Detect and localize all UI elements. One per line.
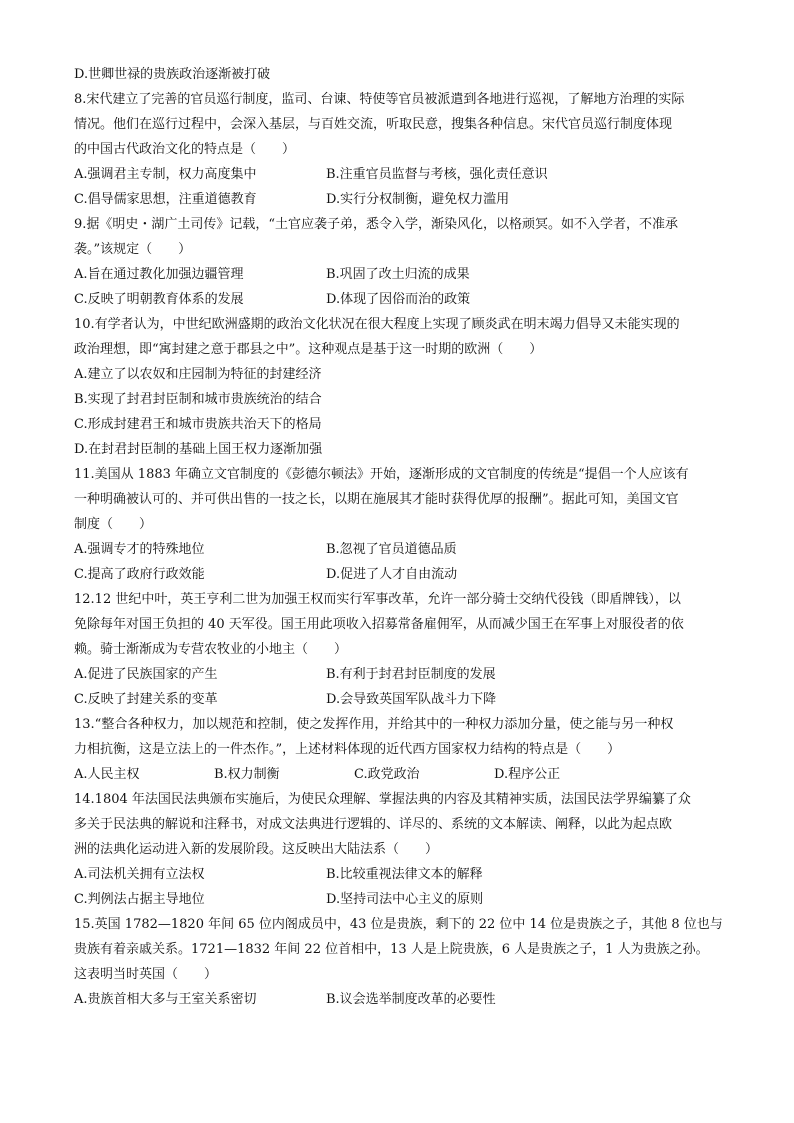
q11-option-b: B.忽视了官员道德品质 — [326, 542, 457, 557]
q8-stem-line-3: 的中国古代政治文化的特点是（ ） — [74, 142, 296, 157]
q13-stem-line-1: 13.“整合各种权力，加以规范和控制，使之发挥作用，并给其中的一种权力添加分量，使之能与另一种权 — [74, 717, 674, 732]
q14-stem-line-3: 洲的法典化运动进入新的发展阶段。这反映出大陆法系（ ） — [74, 842, 439, 857]
q10-stem-line-2: 政治理想，即“寓封建之意于郡县之中”。这种观点是基于这一时期的欧洲（ ） — [74, 342, 543, 357]
q9-option-d: D.体现了因俗而治的政策 — [326, 292, 471, 307]
q8-option-b: B.注重官员监督与考核，强化责任意识 — [326, 167, 548, 182]
q9-stem-line-2: 袭。”该规定（ ） — [74, 242, 192, 257]
q13-option-c: C.政党政治 — [354, 767, 420, 782]
q10-option-c: C.形成封建君王和城市贵族共治天下的格局 — [74, 417, 322, 432]
q9-options-row-1 — [74, 262, 734, 287]
q13-option-b: B.权力制衡 — [214, 767, 280, 782]
q11-option-d: D.促进了人才自由流动 — [326, 567, 458, 582]
q9-options-row-2 — [74, 287, 734, 312]
q13-options-row — [74, 762, 734, 787]
q12-option-d: D.会导致英国军队战斗力下降 — [326, 692, 497, 707]
q11-options-row-1 — [74, 537, 734, 562]
q14-stem-line-1: 14.1804 年法国民法典颁布实施后，为使民众理解、掌握法典的内容及其精神实质，法国民法学界编纂了众 — [74, 792, 691, 807]
q14-options-row-2 — [74, 887, 734, 912]
q8-option-d: D.实行分权制衡，避免权力滥用 — [326, 192, 510, 207]
q10-option-d: D.在封君封臣制的基础上国王权力逐渐加强 — [74, 442, 323, 457]
q7-option-d: D.世卿世禄的贵族政治逐渐被打破 — [74, 67, 271, 82]
q11-option-c: C.提高了政府行政效能 — [74, 567, 205, 582]
q9-option-b: B.巩固了改土归流的成果 — [326, 267, 470, 282]
q12-stem-line-3: 赖。骑士渐渐成为专营农牧业的小地主（ ） — [74, 642, 348, 657]
q13-option-a: A.人民主权 — [74, 767, 140, 782]
q15-option-a: A.贵族首相大多与王室关系密切 — [74, 992, 257, 1007]
q11-option-a: A.强调专才的特殊地位 — [74, 542, 205, 557]
q12-options-row-1 — [74, 662, 734, 687]
question-list — [74, 62, 734, 1012]
q12-option-a: A.促进了民族国家的产生 — [74, 667, 218, 682]
q8-options-row-2 — [74, 187, 734, 212]
q14-stem-line-2: 多关于民法典的解说和注释书，对成文法典进行逻辑的、详尽的、系统的文本解读、阐释，以此为起点欧 — [74, 817, 673, 832]
q10-option-a: A.建立了以农奴和庄园制为特征的封建经济 — [74, 367, 322, 382]
q15-stem-line-2: 贵族有着亲戚关系。1721—1832 年间 22 位首相中，13 人是上院贵族，6 人是贵族之子，1 人为贵族之孙。 — [74, 942, 709, 957]
q12-stem-line-1: 12.12 世纪中叶，英王亨利二世为加强王权而实行军事改革，允许一部分骑士交纳代役钱（即盾牌钱），以 — [74, 592, 681, 607]
q14-option-b: B.比较重视法律文本的解释 — [326, 867, 483, 882]
q15-option-b: B.议会选举制度改革的必要性 — [326, 992, 496, 1007]
q11-stem-line-1: 11.美国从 1883 年确立文官制度的《彭德尔顿法》开始，逐渐形成的文官制度的传统是“提倡一个人应该有 — [74, 467, 689, 482]
q14-option-d: D.坚持司法中心主义的原则 — [326, 892, 484, 907]
q14-option-a: A.司法机关拥有立法权 — [74, 867, 205, 882]
q12-option-b: B.有利于封君封臣制度的发展 — [326, 667, 496, 682]
q8-stem-line-1: 8.宋代建立了完善的官员巡行制度，监司、台谏、特使等官员被派遣到各地进行巡视，了解地方治理的实际 — [74, 92, 685, 107]
q9-option-c: C.反映了明朝教育体系的发展 — [74, 292, 244, 307]
q8-option-a: A.强调君主专制，权力高度集中 — [74, 167, 257, 182]
q13-stem-line-2: 力相抗衡，这是立法上的一件杰作。”，上述材料体现的近代西方国家权力结构的特点是（ ） — [74, 742, 621, 757]
q14-option-c: C.判例法占据主导地位 — [74, 892, 205, 907]
q10-stem-line-1: 10.有学者认为，中世纪欧洲盛期的政治文化状况在很大程度上实现了顾炎武在明末竭力倡导又未能实现的 — [74, 317, 680, 332]
q14-options-row-1 — [74, 862, 734, 887]
q13-option-d: D.程序公正 — [494, 767, 561, 782]
q15-options-row-1 — [74, 987, 734, 1012]
q12-options-row-2 — [74, 687, 734, 712]
q8-stem-line-2: 情况。他们在巡行过程中，会深入基层，与百姓交流，听取民意，搜集各种信息。宋代官员巡行制度体现 — [74, 117, 673, 132]
q11-options-row-2 — [74, 562, 734, 587]
q8-options-row-1 — [74, 162, 734, 187]
q15-stem-line-1: 15.英国 1782—1820 年间 65 位内阁成员中，43 位是贵族，剩下的 22 位中 14 位是贵族之子，其他 8 位也与 — [74, 917, 723, 932]
q12-stem-line-2: 免除每年对国王负担的 40 天军役。国王用此项收入招募常备雇佣军，从而减少国王在军事上对服役者的依 — [74, 617, 684, 632]
q11-stem-line-2: 一种明确被认可的、并可供出售的一技之长，以期在施展其才能时获得优厚的报酬”。据此可知，美国文官 — [74, 492, 679, 507]
q11-stem-line-3: 制度（ ） — [74, 517, 153, 532]
q9-stem-line-1: 9.据《明史・湖广土司传》记载，“土官应袭子弟，悉令入学，渐染风化，以格顽冥。如不入学者，不准承 — [74, 217, 679, 232]
q10-option-b: B.实现了封君封臣制和城市贵族统治的结合 — [74, 392, 322, 407]
q9-option-a: A.旨在通过教化加强边疆管理 — [74, 267, 244, 282]
q12-option-c: C.反映了封建关系的变革 — [74, 692, 218, 707]
q8-option-c: C.倡导儒家思想，注重道德教育 — [74, 192, 257, 207]
q15-stem-line-3: 这表明当时英国（ ） — [74, 967, 218, 982]
